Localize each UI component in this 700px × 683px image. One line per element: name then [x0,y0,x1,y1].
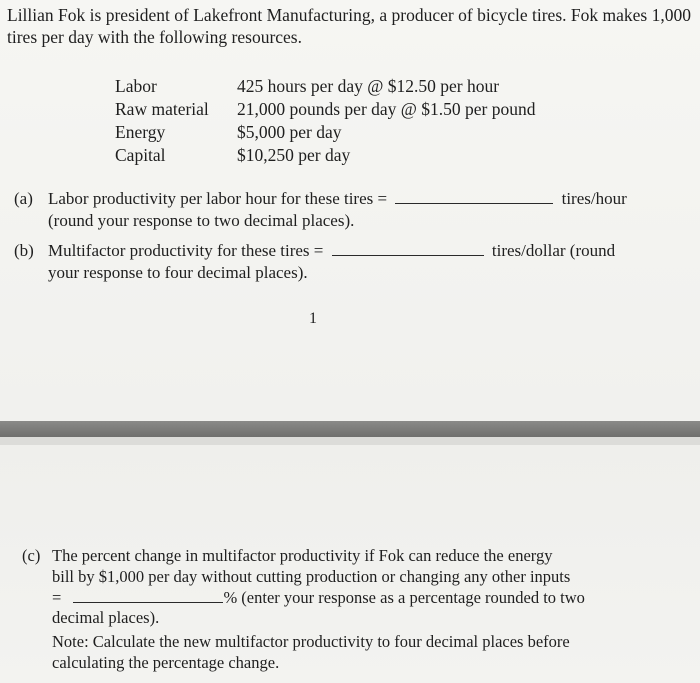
question-c-line3 [52,588,585,608]
resource-name: Energy [115,122,166,142]
resource-value: 425 hours per day @ $12.50 per hour [237,76,500,96]
question-b [14,240,615,262]
question-c-equals: = [52,588,62,607]
question-b-unit: tires/dollar (round [491,241,616,260]
answer-blank-b[interactable] [332,241,484,256]
question-a [14,188,627,210]
resource-row-capital [115,144,536,167]
question-c-text: The percent change in multifactor productivity if Fok can reduce the energy [52,546,553,565]
question-a-instruction: (round your response to two decimal places). [48,211,355,230]
question-c-instruction: % (enter your response as a percentage rounded to two [223,588,585,607]
page-number: 1 [309,310,317,327]
question-c-note-line2: calculating the percentage change. [52,653,280,672]
resource-row-energy [115,121,536,144]
question-a-tag: (a) [14,189,33,208]
question-a-text: Labor productivity per labor hour for these tires = [48,189,388,208]
resource-name: Capital [115,145,166,165]
question-c-line2: bill by $1,000 per day without cutting production or changing any other inputs [52,567,571,586]
question-a-unit: tires/hour [561,189,627,208]
resource-value: $5,000 per day [237,122,342,142]
page-divider-edge [0,437,700,445]
question-c-tag: (c) [22,546,41,565]
question-c-line4: decimal places). [52,608,160,627]
resource-name: Labor [115,76,157,96]
resource-row-labor [115,75,536,98]
resource-name: Raw material [115,99,209,119]
resources-table [115,75,536,167]
question-b-text: Multifactor productivity for these tires = [48,241,324,260]
intro-paragraph: Lillian Fok is president of Lakefront Manufacturing, a producer of bicycle tires. Fok makes 1,000 tires per day with the following resources. [7,5,691,47]
answer-blank-a[interactable] [395,189,553,204]
question-c-note-line1: Note: Calculate the new multifactor productivity to four decimal places before [52,632,570,651]
question-b-tag: (b) [14,241,34,260]
question-b-instruction: your response to four decimal places). [48,263,308,282]
resource-value: $10,250 per day [237,145,351,165]
answer-blank-c[interactable] [73,588,223,603]
resource-value: 21,000 pounds per day @ $1.50 per pound [237,99,536,119]
page-divider [0,421,700,437]
question-c-line1 [22,546,552,566]
resource-row-raw-material [115,98,536,121]
